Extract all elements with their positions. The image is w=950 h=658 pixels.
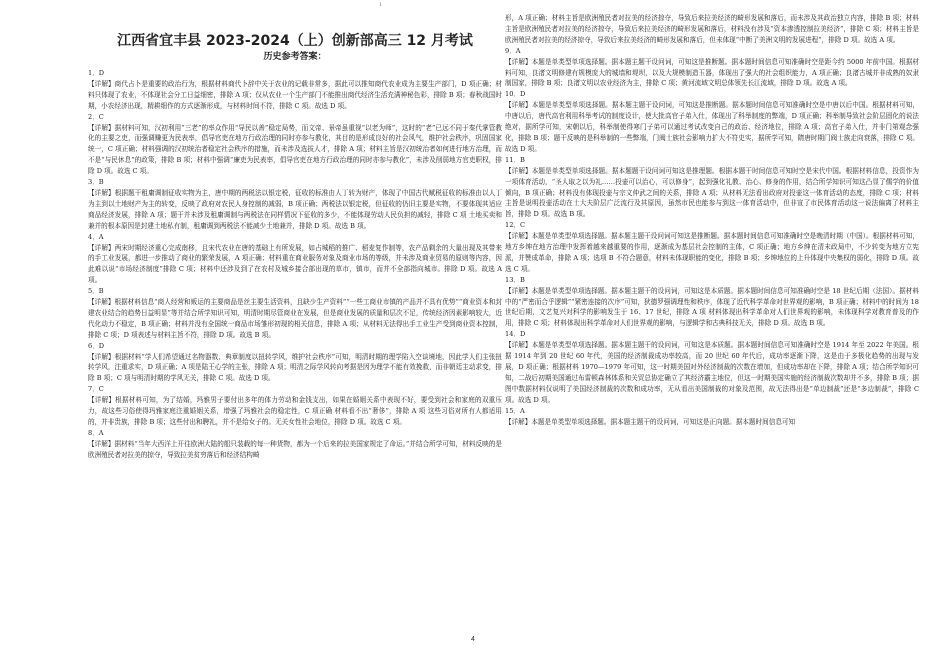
answer-number: 4．A: [88, 232, 104, 241]
answer-explanation: 【详解】根据题干租庸调制征收实物为主，唐中期的两税法以银定税，征收的标准由人丁转为财产，体现了中国古代赋税征收的标准由以人丁为主到以土地财产为主的转变，反映了政府对农民人身控制的减弱，B 项正确；两税法以银定税，但征收的仍旧主要是实物，不要体现其适应商品经济发展，排除 A 项；题干并未涉及租庸调制与两税法在同样情况下征收的多少，不能体现劳动人民负担的减轻，排除 C 项 土地买卖和兼并的根本原因是封建土地私有制，租庸调到两税法不能减少土地兼并，排除 D 项。故选 B 项。: [88, 188, 502, 230]
answer-item: [88, 286, 502, 341]
answer-number: 10．D: [505, 90, 526, 99]
left-answer-list: [88, 68, 502, 461]
answer-item: [88, 384, 502, 428]
answer-explanation: 【详解】本题是单类型单项选择题。据本题主题干的设问词，可知这是本质题。据本题时间信息可知准确时空是 1914 年至 2022 年美国。根据 1914 年到 20 世纪 60 年代，美国的经济制裁成功率较高，而 20 世纪 60 年代后，成功率逐渐下降，这是由于多极化趋势的出现与发展，D 项正确；根据材料 1970—1979 年可知，这一时期美国对外经济制裁的次数在增加，但成功率却在下降，排除 A 项；结合所学知识可知，二战后初期美国通过布雷顿森林体系和关贸总协定确立了其经济霸主地位，但这一时期美国实施的经济制裁次数却并不多，排除 B 项；据图中数据材料仅说明了美国经济制裁的次数和成功率，无从看出美国制裁的对象及范围，故无法得出是“单边制裁”还是“多边制裁”，排除 C 项。故选 D 项。: [505, 341, 919, 404]
answer-number: 11．B: [505, 155, 525, 164]
answer-explanation: 【详解】本题是单类型单项选择题。据本题题干设问词可知这是推理题。根据本题干时间信息可知时空是宋代中国。根据材料信息，投资作为一项体育活动，“圣人取之以为礼……投壶可以治心，可以修身”，起到强化礼教、治心、修身的作用，结合所学知识可知这凸显了儒学的价值倾向，B 项正确；材料没有体现投壶与宗文仲武之间的关系，排除 A 项；从材料无法看出政府对投壶这一体育活动的态度，排除 C 项；材料主旨是说明投壶活动在士大夫阶层广泛流行及其原因，虽然市民也能参与到这一体育活动中，但非宣了市民体育活动这一说法偏离了材料主旨，排除 D 项。故选 B 项。: [505, 166, 919, 219]
answer-number: 8．A: [88, 428, 104, 437]
answer-item: [505, 329, 919, 405]
answer-item: [505, 275, 919, 330]
answer-item: [505, 220, 919, 275]
answer-number: 12．C: [505, 221, 526, 230]
right-column: [505, 13, 919, 427]
answer-explanation: 【详解】根据材料信息“商人经营和贩运的主要商品是丝主要生活资料，且缺少生产资料”“一些工商业市镇的产品并不具有优势”“商业资本和封建农业结合的趋势日益明显”等并结合所学知识可知，明清时期尽管商业在发展，但是商业发展的质量和层次不足，传统经济因素影响较大，近代化动力不稳定，B 项正确；材料并没有全国统一商品市场雏形初现的相关信息，排除 A 项；从材料无法得出手工业生产受到商业资本控制，排除 C 项；D 项表述与材料主旨不符，排除 D 项。故选 B 项。: [88, 298, 502, 339]
answer-item: [505, 155, 919, 220]
answer-number: 14．D: [505, 330, 526, 339]
answer-explanation: 【详解】据材料可知，汉初利用“三老”的率众作用“导民以善”稳定局势，而文帝、景帝虽重视“以老为师”，这时的“老”已远不同于秦代掌管教化的主要之吏，而强调赚更为民表率，倡导官吏在地方行政治理的同时亦参与教化，其目的是形成良好的社会风气，维护社会秩序，巩固国家统一，C 项正确；材料强调的汉初统治者稳定社会秩序的措施，而未涉及选拔人才，排除 A 项；材料主旨是汉初统治者如何进行地方治理，而不是“与民休息”的政策，排除 B 项；材料中强调“廉吏为民表率，倡导官吏在地方行政治理的同时亦参与教化”，未涉及削弱地方官吏职权，排除 D 项。故选 C 项。: [88, 123, 502, 176]
answer-explanation: 【详解】据材料“当年大西洋上开往欧洲大陆的船只装载的每一种货物，都为一个后来的拉美国家规定了命运。”并结合所学可知，材料反映的是欧洲殖民者对拉美的掠夺，导致拉美贫穷落后和经济结构畸: [88, 439, 502, 459]
answer-item: [505, 89, 919, 154]
answer-item: [88, 232, 502, 287]
answer-number: 3．B: [88, 178, 104, 187]
answer-explanation: 【详解】本题是单类型单项选择题。据本题主题干的设问词，可知这是本质题。据本题时间信息可知准确时空是 18 世纪后期（法国）。据材料中的“严密而合乎逻辑”“紧密连接的次序”可知，狄德罗强调理性和秩序，体现了近代科学革命对世界观的影响，B 项正确；材料中的时间为 18 世纪后期，文艺复兴对科学的影响发生于 16、17 世纪，排除 A 项 材料体现出科学革命对人们世界观的影响，未体现科学对教育普及的作用，排除 C 项；材料体现出科学革命对人们世界观的影响，与逻辑学和古典科技无关，排除 D 项。故选 B 项。: [505, 286, 919, 328]
answer-item: [88, 112, 502, 177]
left-column: [88, 20, 502, 461]
answer-explanation: 【详解】本题是单类型单项选择题。据本题主题干设问词，可知这是推断题。据本题时间信息可知准确时空是中唐以后中国。根据材料可知，中唐以后，唐代高官利用科举考试的制度设计，使大批高官子弟入仕，体现出了科举制度的弊端，D 项正确；科举制导致社会阶层固化的说法绝对，据所学可知，宋朝以后，科举制使得寒门子弟可以通过考试改变自己的政治、经济地位，排除 A 项；高官子弟入仕，并非门第观念强化，排除 B 项；题干反映的是科举制的一些弊端，门阀士族社会影响力扩大不符史实，据所学可知，隋唐时期门阀士族走向衰落，排除 C 项。故选 D 项。: [505, 101, 919, 153]
answer-explanation: 【详解】根据材料可知，为了结婚，玛雅男子要付出多年的体力劳动和金钱支出，如果在婚姻关系中表现不好，要受到社会和家庭的双重压力，故这些习俗使得玛雅家庭注重婚姻关系，增强了玛雅社会的稳定性，C 项正确 材料看不出“奢侈”，排除 A 项 这些习俗对所有人都适用的，并非贵族，排除 B 项；这些付出和聘礼，并不是给女子的。无关女性社会地位，排除 D 项。故选 C 项。: [88, 396, 502, 426]
answer-item: [88, 341, 502, 385]
answer-explanation: 【详解】根据材料“学人们希望通过名物器数、典章制度以扭转学风，维护社会秩序”可知，明清时期的理学陷入空谈境地，因此学人们主张扭转学风，注重求实，D 项正确；A 项是陆王心学的主张，排除 A 项；明清之际学风转向考据是因为理学不能有效挽救，而非朝廷主动求变，排除 B 项；C 项与明清时期的学风无关，排除 C 项。故选 D 项。: [88, 352, 502, 383]
answer-number: 5．B: [88, 287, 104, 296]
page-top-mark: 1: [379, 2, 383, 8]
answer-number: 9．A: [505, 46, 521, 55]
page-number: 4: [471, 636, 475, 643]
answer-number: 6．D: [88, 341, 105, 350]
answer-item: [88, 177, 502, 232]
answer-explanation: 【详解】本题是单类型单项选择题。据本题主题干的设问词，可知这是正向题。据本题时间信息可知: [505, 417, 796, 426]
answer-explanation: 形，A 项正确；材料主旨是欧洲殖民者对拉美的经济掠夺，导致后来拉美经济的畸形发展和落后，而未涉及其政治独立内容，排除 B 项；材料主旨是欧洲殖民者对拉美的经济掠夺，导致后来拉美经济的畸形发展和落后，材料没有涉及“资本渗透控制拉美经济”，排除 C 项；材料主旨是欧洲殖民者对拉美的经济掠夺，导致后来拉美经济的畸形发展和落后，但未体现“中断了美洲文明的发展进程”，排除 D 项。故选 A 项。: [505, 14, 919, 44]
answer-number: 2．C: [88, 112, 104, 121]
answer-item: [505, 46, 919, 90]
answer-explanation: 【详解】商代占卜是重要的政治行为，根据材料商代卜辞中关于农业的记载非常多，据此可以推知商代农业成为主要生产部门，D 项正确；材料只体现了农业，不体现社会分工日益细密，排除 A 项；仅从农业一个生产部门不能推出商代经济生活充满神秘色彩，排除 B 项；春秋战国时期，小农经济出现，精耕细作的方式逐渐形成，与材料时间不符，排除 C 项。故选 D 项。: [88, 79, 502, 110]
answer-number: 7．C: [88, 385, 104, 394]
exam-title: 江西省宜丰县 2023-2024（上）创新部高三 12 月考试: [117, 33, 473, 49]
answer-number: 1．D: [88, 69, 105, 77]
answer-item: [505, 13, 919, 46]
answer-explanation: 【详解】本题是单类型单项选择题。据本题主题干设问词，可知这是推断题。据本题时间信息可知准确时空是距今约 5000 年前中国。根据材料可知，良渚文明修建有规模庞大的城墙和堤坝，以及大规模制造玉器，体现出了强大的社会组织能力，A 项正确；良渚古城并非成熟的奴隶制国家，排除 B 项；良渚文明以农业经济为主，排除 C 项；黄河流域文明总体领先长江流域，排除 D 项。故选 A 项。: [505, 57, 919, 88]
answer-item: [505, 406, 919, 428]
answer-number: 13．B: [505, 275, 525, 284]
answer-item: [88, 68, 502, 112]
answer-key-heading: 历史参考答案：: [263, 52, 327, 62]
right-answer-list: [505, 13, 919, 427]
answer-item: [88, 428, 502, 461]
answer-explanation: 【详解】两宋时期经济重心完成南移，且宋代农业在唐的基础上有所发展，如占城稻的推广、稻麦复作制等，农产品剩余的大量出现及其带来的手工业发展，都进一步推动了商业的繁荣发展，A 项正确；材料重在商业服务对象及商业市场的等级，并未涉及商业贸易的原则等内容，因此难以说“市场经济制度”排除 C 项；材料中还涉及到了在农村及城乡接合部出现的草市，镇市，而并不全部指向城市。排除 D 项。故选 A 项。: [88, 243, 502, 285]
answer-explanation: 【详解】本题是单类型单项选择题。据本题主题干设问词可知这是推断题。据本题时间信息可知准确时空是晚清时期（中国）。根据材料可知，地方乡绅在地方治理中发挥着越来越重要的作用，逐渐成为基层社会控制的主体，C 项正确；地方乡绅在清末政局中，不少转变为地方立宪派，并赞成革命，排除 A 项；选项 B 不符合题意，材料未体现职能的变化，排除 B 项；乡绅地位的上升体现中央集权的弱化，排除 D 项。故选 C 项。: [505, 232, 919, 273]
answer-number: 15．A: [505, 406, 525, 415]
